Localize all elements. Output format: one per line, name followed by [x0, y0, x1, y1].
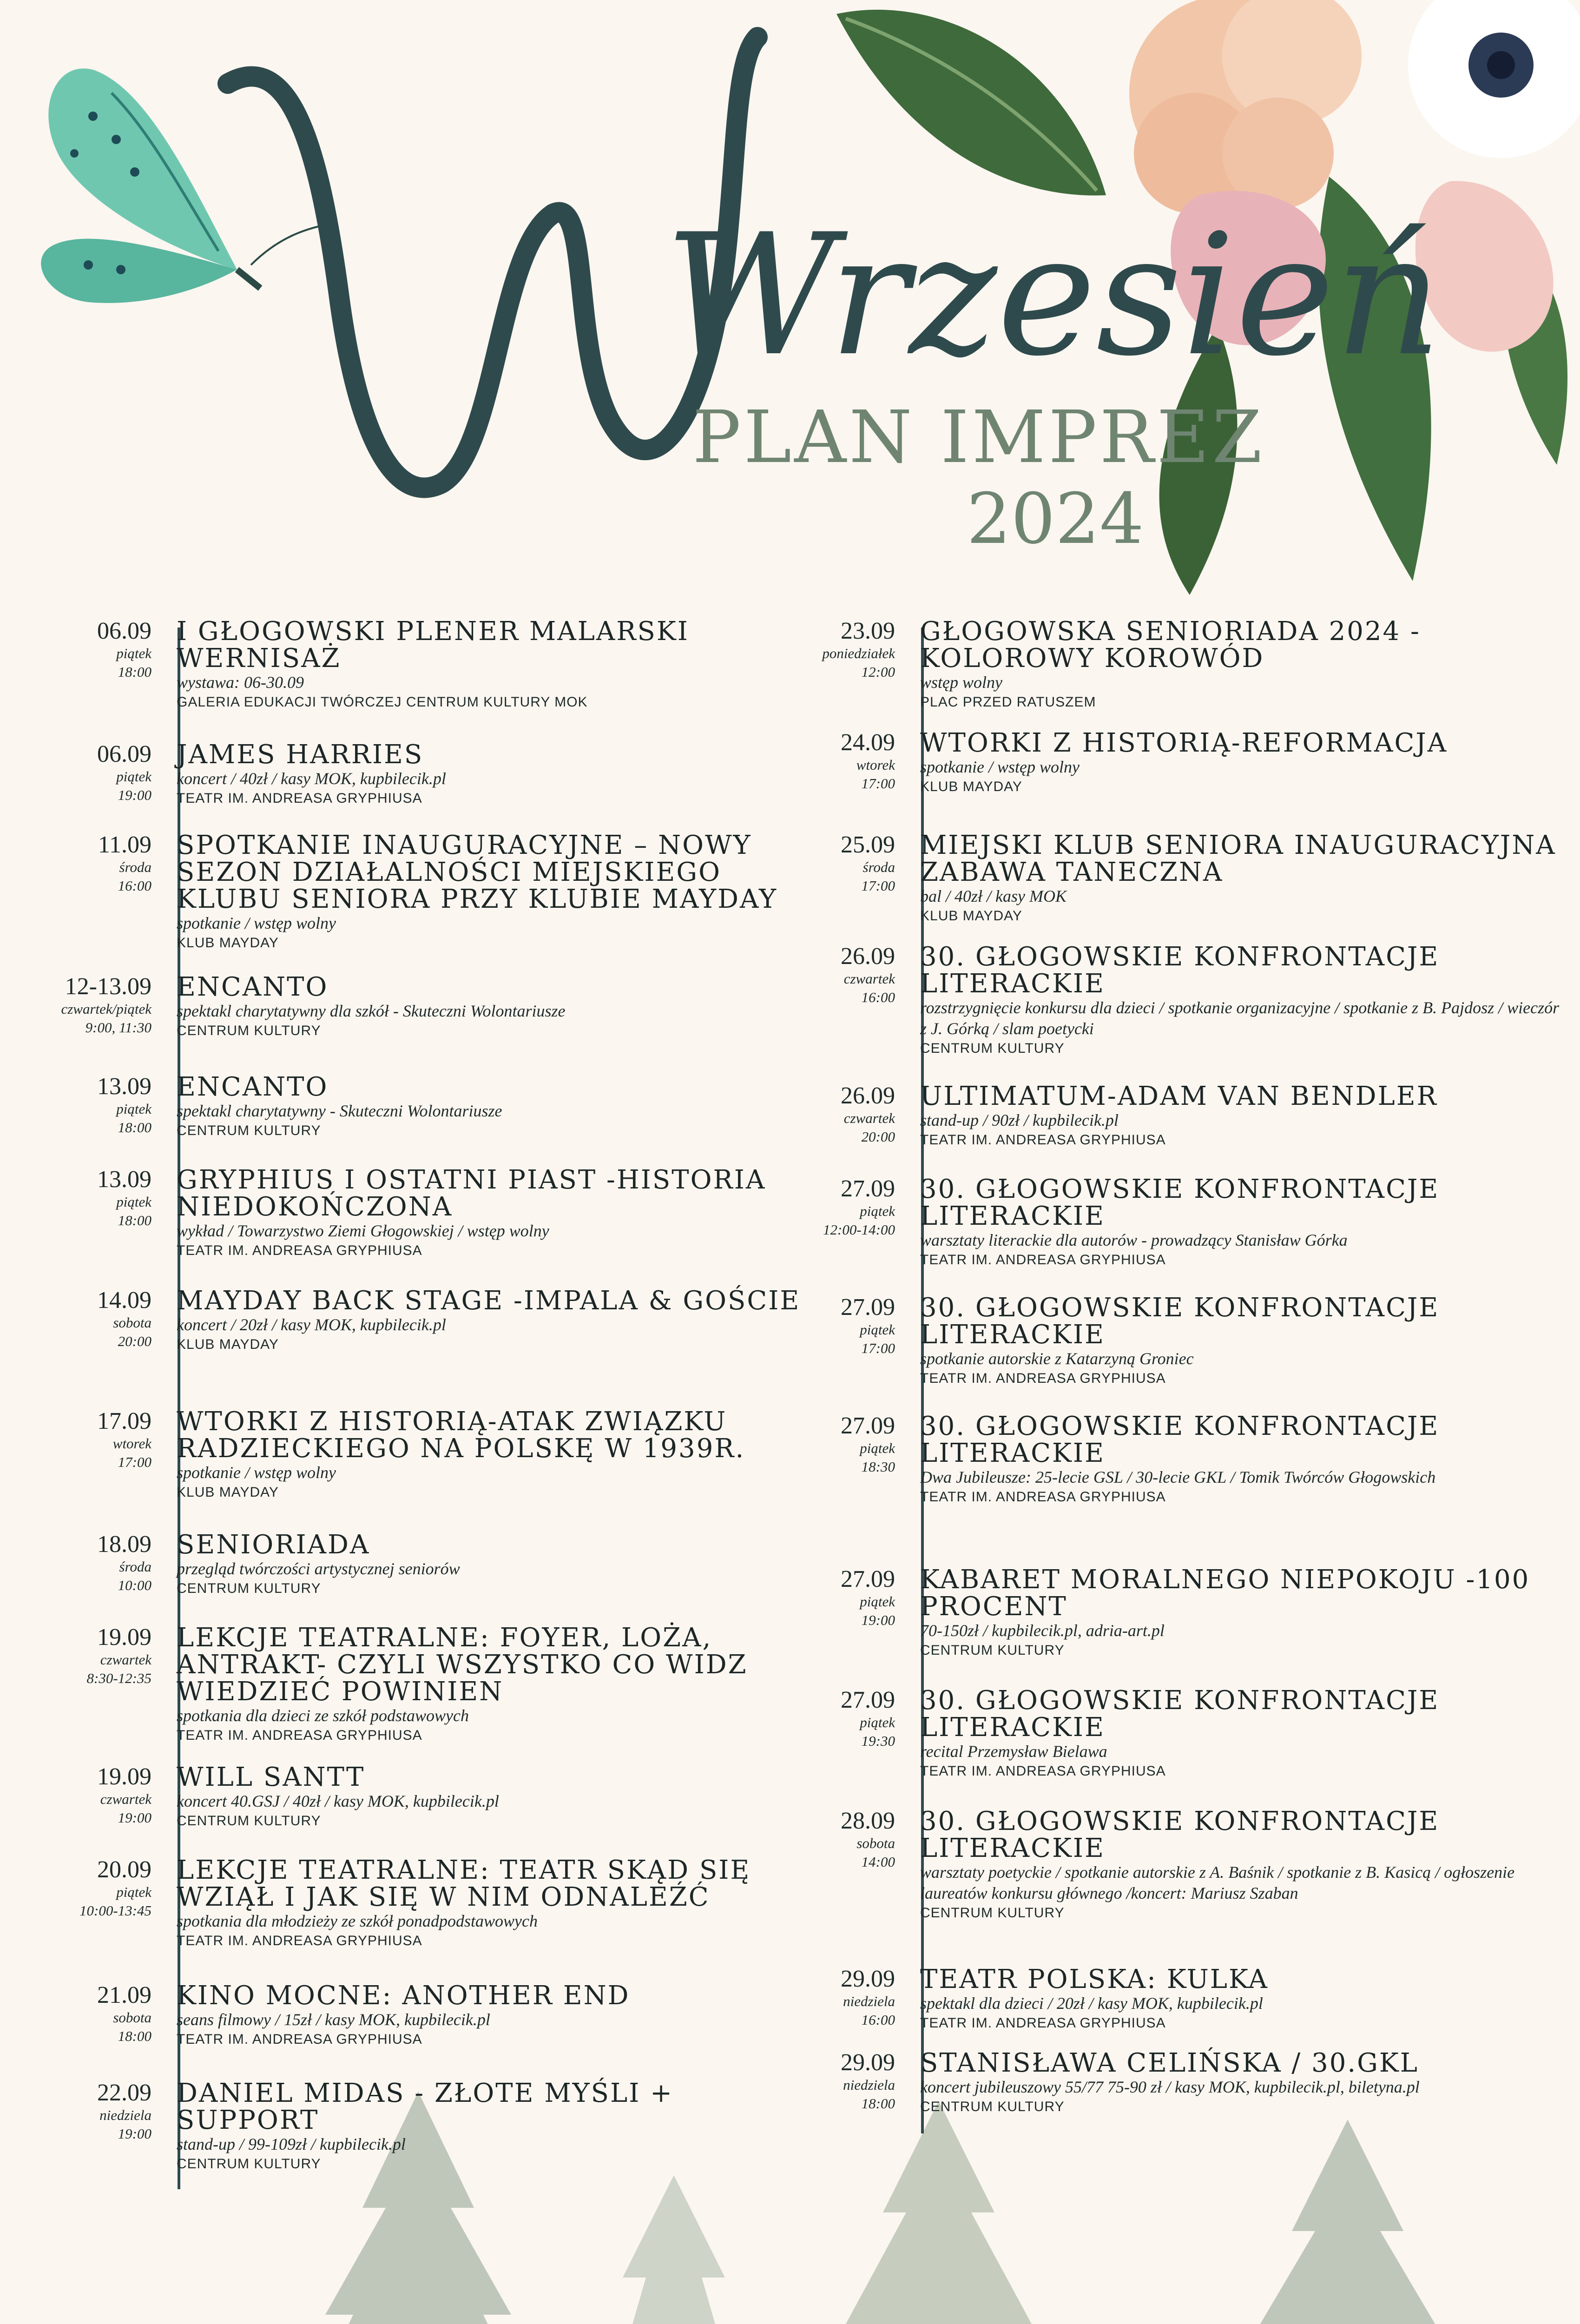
event-name: TEATR POLSKA: KULKA — [920, 1964, 1269, 1994]
event-day: środa — [862, 859, 895, 875]
event-desc: stand-up / 99-109zł / kupbilecik.pl — [177, 2135, 406, 2153]
event-date: 19.09 — [97, 1763, 151, 1790]
event-date: 28.09 — [841, 1808, 895, 1834]
event-name: 30. GŁOGOWSKIE KONFRONTACJE LITERACKIE — [920, 1806, 1440, 1863]
event-when — [771, 1083, 911, 1149]
event-body — [167, 1764, 818, 1830]
event-when — [28, 618, 167, 712]
event-time: 19:00 — [861, 1612, 895, 1628]
event-day: piątek — [860, 1440, 895, 1456]
event-time: 10:00 — [118, 1577, 151, 1593]
event-date: 29.09 — [841, 1966, 895, 1992]
event-item — [28, 1287, 818, 1354]
event-desc: spotkanie / wstęp wolny — [920, 758, 1080, 776]
event-when — [28, 974, 167, 1040]
event-item — [28, 741, 818, 808]
event-time: 10:00-13:45 — [79, 1902, 151, 1919]
event-day: sobota — [113, 1314, 151, 1331]
event-body — [167, 1408, 818, 1502]
event-time: 9:00, 11:30 — [85, 1019, 151, 1036]
event-body — [911, 1176, 1561, 1269]
event-body — [167, 1624, 818, 1745]
event-date: 25.09 — [841, 832, 895, 858]
event-item — [28, 2080, 818, 2173]
event-item — [771, 1413, 1561, 1506]
event-body — [167, 832, 818, 952]
event-body — [167, 1982, 818, 2049]
event-venue: CENTRUM KULTURY — [920, 2099, 1065, 2114]
event-body — [167, 2080, 818, 2173]
event-date: 21.09 — [97, 1982, 151, 2008]
event-time: 18:00 — [118, 664, 151, 680]
event-item — [28, 1532, 818, 1598]
event-item — [28, 1074, 818, 1140]
event-time: 20:00 — [861, 1129, 895, 1145]
event-venue: CENTRUM KULTURY — [920, 1643, 1065, 1658]
event-date: 20.09 — [97, 1856, 151, 1883]
event-day: środa — [119, 1558, 151, 1575]
event-item — [28, 1408, 818, 1502]
event-when — [771, 1808, 911, 1922]
event-desc: Dwa Jubileusze: 25-lecie GSL / 30-lecie GKL / Tomik Twórców Głogowskich — [920, 1468, 1436, 1486]
event-time: 12:00 — [861, 664, 895, 680]
event-item — [771, 1083, 1561, 1149]
event-desc: koncert 40.GSJ / 40zł / kasy MOK, kupbilecik.pl — [177, 1792, 499, 1810]
event-time: 18:00 — [118, 2028, 151, 2044]
event-item — [771, 832, 1561, 925]
event-when — [28, 1764, 167, 1830]
event-desc: przegląd twórczości artystycznej seniorów — [177, 1559, 460, 1578]
event-venue: CENTRUM KULTURY — [177, 2156, 321, 2172]
event-venue: TEATR IM. ANDREASA GRYPHIUSA — [920, 1132, 1166, 1148]
event-date: 27.09 — [841, 1687, 895, 1713]
event-name: KINO MOCNE: ANOTHER END — [177, 1981, 630, 2011]
event-body — [167, 1167, 818, 1260]
event-day: sobota — [856, 1835, 895, 1851]
event-name: JAMES HARRIES — [177, 739, 424, 770]
event-body — [167, 741, 818, 808]
event-time: 18:00 — [118, 1119, 151, 1136]
event-time: 18:00 — [861, 2095, 895, 2112]
event-date: 22.09 — [97, 2080, 151, 2106]
event-desc: spektakl charytatywny dla szkół - Skuteczni Wolontariusze — [177, 1002, 566, 1020]
event-venue: TEATR IM. ANDREASA GRYPHIUSA — [920, 2015, 1166, 2031]
title-text: Wrzesień — [665, 198, 1442, 393]
year: 2024 — [967, 479, 1144, 560]
event-desc: spotkania dla młodzieży ze szkół ponadpodstawowych — [177, 1912, 538, 1930]
event-day: piątek — [116, 768, 151, 785]
event-item — [28, 974, 818, 1040]
event-when — [771, 1566, 911, 1660]
event-date: 26.09 — [841, 943, 895, 970]
event-day: niedziela — [843, 2077, 895, 2093]
event-body — [911, 1294, 1561, 1388]
event-body — [911, 730, 1561, 796]
event-name: LEKCJE TEATRALNE: TEATR SKĄD SIĘ WZIĄŁ I JAK SIĘ W NIM ODNALEŹĆ — [177, 1855, 751, 1912]
event-desc: rozstrzygnięcie konkursu dla dzieci / spotkanie organizacyjne / spotkanie z B. Pajdosz / wieczór z J. Górką / slam poetycki — [920, 998, 1560, 1038]
event-name: SPOTKANIE INAUGURACYJNE – NOWY SEZON DZIAŁALNOŚCI MIEJSKIEGO KLUBU SENIORA PRZY KLUBIE MAYDAY — [177, 830, 778, 914]
event-when — [771, 944, 911, 1058]
event-when — [28, 1287, 167, 1354]
event-name: I GŁOGOWSKI PLENER MALARSKI WERNISAŻ — [177, 616, 689, 673]
event-item — [771, 944, 1561, 1058]
event-when — [28, 1624, 167, 1745]
event-name: GRYPHIUS I OSTATNI PIAST -HISTORIA NIEDOKOŃCZONA — [177, 1165, 766, 1222]
event-desc: spektakl dla dzieci / 20zł / kasy MOK, kupbilecik.pl — [920, 1994, 1263, 2013]
event-day: czwartek — [843, 1110, 895, 1126]
event-item — [28, 832, 818, 952]
event-item — [771, 1176, 1561, 1269]
event-day: piątek — [860, 1593, 895, 1610]
event-date: 26.09 — [841, 1083, 895, 1109]
event-day: piątek — [860, 1203, 895, 1219]
event-name: ULTIMATUM-ADAM VAN BENDLER — [920, 1081, 1438, 1111]
event-when — [28, 1532, 167, 1598]
event-name: DANIEL MIDAS - ZŁOTE MYŚLI + SUPPORT — [177, 2078, 674, 2135]
event-name: KABARET MORALNEGO NIEPOKOJU -100 PROCENT — [920, 1565, 1530, 1622]
event-item — [28, 1857, 818, 1950]
event-date: 11.09 — [98, 832, 151, 858]
event-venue: CENTRUM KULTURY — [177, 1581, 321, 1596]
event-venue: GALERIA EDUKACJI TWÓRCZEJ CENTRUM KULTURY MOK — [177, 694, 588, 710]
event-venue: TEATR IM. ANDREASA GRYPHIUSA — [177, 2032, 422, 2047]
event-desc: wstęp wolny — [920, 673, 1002, 692]
event-name: WTORKI Z HISTORIĄ-REFORMACJA — [920, 728, 1448, 758]
event-venue: TEATR IM. ANDREASA GRYPHIUSA — [920, 1763, 1166, 1779]
event-venue: CENTRUM KULTURY — [177, 1123, 321, 1138]
event-day: wtorek — [856, 757, 895, 773]
event-name: 30. GŁOGOWSKIE KONFRONTACJE LITERACKIE — [920, 1174, 1440, 1231]
event-when — [28, 1167, 167, 1260]
event-when — [771, 1413, 911, 1506]
event-venue: KLUB MAYDAY — [177, 1337, 279, 1352]
event-when — [28, 2080, 167, 2173]
event-name: WILL SANTT — [177, 1762, 365, 1792]
event-venue: KLUB MAYDAY — [920, 908, 1022, 924]
event-day: piątek — [116, 1101, 151, 1117]
event-desc: spotkanie / wstęp wolny — [177, 1463, 336, 1482]
event-body — [911, 1413, 1561, 1506]
event-body — [167, 618, 818, 712]
event-desc: koncert / 40zł / kasy MOK, kupbilecik.pl — [177, 769, 446, 788]
event-date: 17.09 — [97, 1408, 151, 1434]
event-name: ENCANTO — [177, 972, 329, 1002]
event-desc: wykład / Towarzystwo Ziemi Głogowskiej / wstęp wolny — [177, 1221, 549, 1240]
event-desc: spotkania dla dzieci ze szkół podstawowych — [177, 1706, 469, 1725]
event-day: niedziela — [99, 2107, 151, 2123]
event-name: 30. GŁOGOWSKIE KONFRONTACJE LITERACKIE — [920, 942, 1440, 999]
event-time: 14:00 — [861, 1854, 895, 1870]
event-time: 17:00 — [861, 1340, 895, 1356]
event-venue: KLUB MAYDAY — [920, 779, 1022, 794]
event-date: 13.09 — [97, 1166, 151, 1193]
event-when — [771, 1687, 911, 1781]
event-day: piątek — [116, 1194, 151, 1210]
event-when — [28, 832, 167, 952]
event-desc: stand-up / 90zł / kupbilecik.pl — [920, 1111, 1119, 1129]
event-name: ENCANTO — [177, 1072, 329, 1102]
event-desc: recital Przemysław Bielawa — [920, 1742, 1107, 1761]
event-item — [771, 618, 1561, 712]
event-time: 8:30-12:35 — [86, 1670, 151, 1686]
event-date: 24.09 — [841, 729, 895, 756]
event-item — [771, 1566, 1561, 1660]
event-item — [771, 1294, 1561, 1388]
event-item — [28, 1982, 818, 2049]
event-time: 16:00 — [861, 2012, 895, 2028]
event-day: piątek — [860, 1714, 895, 1730]
event-time: 19:00 — [118, 1809, 151, 1826]
event-body — [911, 1566, 1561, 1660]
event-date: 27.09 — [841, 1566, 895, 1592]
event-name: 30. GŁOGOWSKIE KONFRONTACJE LITERACKIE — [920, 1685, 1440, 1743]
event-day: czwartek — [843, 971, 895, 987]
event-time: 20:00 — [118, 1333, 151, 1349]
event-day: poniedziałek — [822, 645, 895, 661]
event-venue: KLUB MAYDAY — [177, 935, 279, 951]
event-date: 12-13.09 — [65, 973, 151, 1000]
event-body — [911, 944, 1561, 1058]
event-name: STANISŁAWA CELIŃSKA / 30.GKL — [920, 2048, 1419, 2078]
event-date: 13.09 — [97, 1073, 151, 1100]
event-item — [28, 1764, 818, 1830]
event-desc: wystawa: 06-30.09 — [177, 673, 304, 692]
event-item — [771, 730, 1561, 796]
event-venue: CENTRUM KULTURY — [177, 1813, 321, 1829]
event-day: czwartek — [100, 1651, 151, 1668]
event-desc: koncert jubileuszowy 55/77 75-90 zł / kasy MOK, kupbilecik.pl, biletyna.pl — [920, 2078, 1420, 2096]
event-time: 19:00 — [118, 787, 151, 803]
event-name: 30. GŁOGOWSKIE KONFRONTACJE LITERACKIE — [920, 1293, 1440, 1350]
event-item — [28, 1624, 818, 1745]
event-time: 17:00 — [861, 775, 895, 792]
event-name: SENIORIADA — [177, 1530, 370, 1560]
event-time: 16:00 — [861, 989, 895, 1005]
event-time: 18:30 — [861, 1459, 895, 1475]
event-desc: spotkanie / wstęp wolny — [177, 914, 336, 932]
event-date: 06.09 — [97, 741, 151, 767]
event-item — [28, 1167, 818, 1260]
event-body — [167, 974, 818, 1040]
event-venue: TEATR IM. ANDREASA GRYPHIUSA — [177, 1933, 422, 1948]
event-day: niedziela — [843, 1993, 895, 2009]
event-desc: bal / 40zł / kasy MOK — [920, 887, 1066, 905]
event-name: LEKCJE TEATRALNE: FOYER, LOŻA, ANTRAKT- CZYLI WSZYSTKO CO WIDZ WIEDZIEĆ POWINIEN — [177, 1623, 748, 1707]
event-name: MAYDAY BACK STAGE -IMPALA & GOŚCIE — [177, 1286, 801, 1316]
event-day: czwartek — [100, 1791, 151, 1807]
event-desc: warsztaty poetyckie / spotkanie autorskie z A. Baśnik / spotkanie z B. Kasicą / ogłoszenie laureatów konkursu głównego /koncert: Mariusz Szaban — [920, 1863, 1515, 1902]
event-time: 18:00 — [118, 1212, 151, 1228]
event-time: 17:00 — [861, 878, 895, 894]
event-name: WTORKI Z HISTORIĄ-ATAK ZWIĄZKU RADZIECKIEGO NA POLSKĘ W 1939R. — [177, 1406, 745, 1464]
event-venue: TEATR IM. ANDREASA GRYPHIUSA — [920, 1371, 1166, 1386]
event-day: czwartek/piątek — [61, 1001, 151, 1017]
event-desc: spotkanie autorskie z Katarzyną Groniec — [920, 1349, 1194, 1368]
event-item — [771, 1808, 1561, 1922]
event-date: 27.09 — [841, 1413, 895, 1439]
event-date: 06.09 — [97, 618, 151, 644]
event-when — [771, 1966, 911, 2033]
event-time: 19:00 — [118, 2126, 151, 2142]
subtitle: PLAN IMPREZ — [692, 395, 1265, 479]
event-venue: PLAC PRZED RATUSZEM — [920, 694, 1096, 710]
event-name: 30. GŁOGOWSKIE KONFRONTACJE LITERACKIE — [920, 1411, 1440, 1468]
event-body — [911, 1966, 1561, 2033]
event-venue: TEATR IM. ANDREASA GRYPHIUSA — [920, 1489, 1166, 1505]
event-when — [771, 730, 911, 796]
event-when — [771, 2050, 911, 2116]
event-when — [28, 741, 167, 808]
event-venue: TEATR IM. ANDREASA GRYPHIUSA — [920, 1252, 1166, 1268]
event-body — [911, 618, 1561, 712]
event-name: GŁOGOWSKA SENIORIADA 2024 -KOLOROWY KOROWÓD — [920, 616, 1421, 673]
event-item — [771, 1687, 1561, 1781]
event-name: MIEJSKI KLUB SENIORA INAUGURACYJNA ZABAWA TANECZNA — [920, 830, 1556, 887]
event-date: 19.09 — [97, 1624, 151, 1651]
event-body — [911, 1083, 1561, 1149]
event-time: 12:00-14:00 — [823, 1221, 895, 1238]
event-time: 19:30 — [861, 1733, 895, 1749]
event-day: środa — [119, 859, 151, 875]
event-when — [771, 1294, 911, 1388]
event-date: 18.09 — [97, 1531, 151, 1558]
event-item — [28, 618, 818, 712]
event-venue: TEATR IM. ANDREASA GRYPHIUSA — [177, 791, 422, 806]
event-when — [771, 832, 911, 925]
event-when — [771, 618, 911, 712]
event-date: 27.09 — [841, 1294, 895, 1320]
event-venue: TEATR IM. ANDREASA GRYPHIUSA — [177, 1728, 422, 1743]
event-day: piątek — [116, 645, 151, 661]
event-body — [911, 1687, 1561, 1781]
event-venue: KLUB MAYDAY — [177, 1485, 279, 1500]
event-desc: spektakl charytatywny - Skuteczni Wolontariusze — [177, 1102, 502, 1120]
event-when — [28, 1408, 167, 1502]
event-when — [28, 1982, 167, 2049]
event-body — [167, 1532, 818, 1598]
event-desc: 70-150zł / kupbilecik.pl, adria-art.pl — [920, 1621, 1165, 1640]
event-desc: warsztaty literackie dla autorów - prowadzący Stanisław Górka — [920, 1231, 1348, 1249]
event-venue: CENTRUM KULTURY — [177, 1023, 321, 1038]
event-when — [28, 1074, 167, 1140]
event-item — [771, 1966, 1561, 2033]
event-item — [771, 2050, 1561, 2116]
event-day: wtorek — [112, 1435, 151, 1452]
event-venue: CENTRUM KULTURY — [920, 1041, 1065, 1056]
event-day: piątek — [860, 1321, 895, 1338]
event-desc: koncert / 20zł / kasy MOK, kupbilecik.pl — [177, 1315, 446, 1334]
event-time: 16:00 — [118, 878, 151, 894]
event-venue: CENTRUM KULTURY — [920, 1905, 1065, 1921]
event-venue: TEATR IM. ANDREASA GRYPHIUSA — [177, 1243, 422, 1258]
event-body — [167, 1074, 818, 1140]
event-date: 14.09 — [97, 1287, 151, 1314]
event-day: sobota — [113, 2009, 151, 2026]
event-when — [771, 1176, 911, 1269]
event-body — [911, 832, 1561, 925]
event-date: 27.09 — [841, 1175, 895, 1202]
event-body — [167, 1857, 818, 1950]
event-date: 29.09 — [841, 2049, 895, 2076]
event-body — [911, 1808, 1561, 1922]
event-body — [911, 2050, 1561, 2116]
event-when — [28, 1857, 167, 1950]
event-body — [167, 1287, 818, 1354]
event-date: 23.09 — [841, 618, 895, 644]
event-desc: seans filmowy / 15zł / kasy MOK, kupbilecik.pl — [177, 2010, 490, 2029]
event-day: piątek — [116, 1884, 151, 1900]
event-time: 17:00 — [118, 1454, 151, 1470]
